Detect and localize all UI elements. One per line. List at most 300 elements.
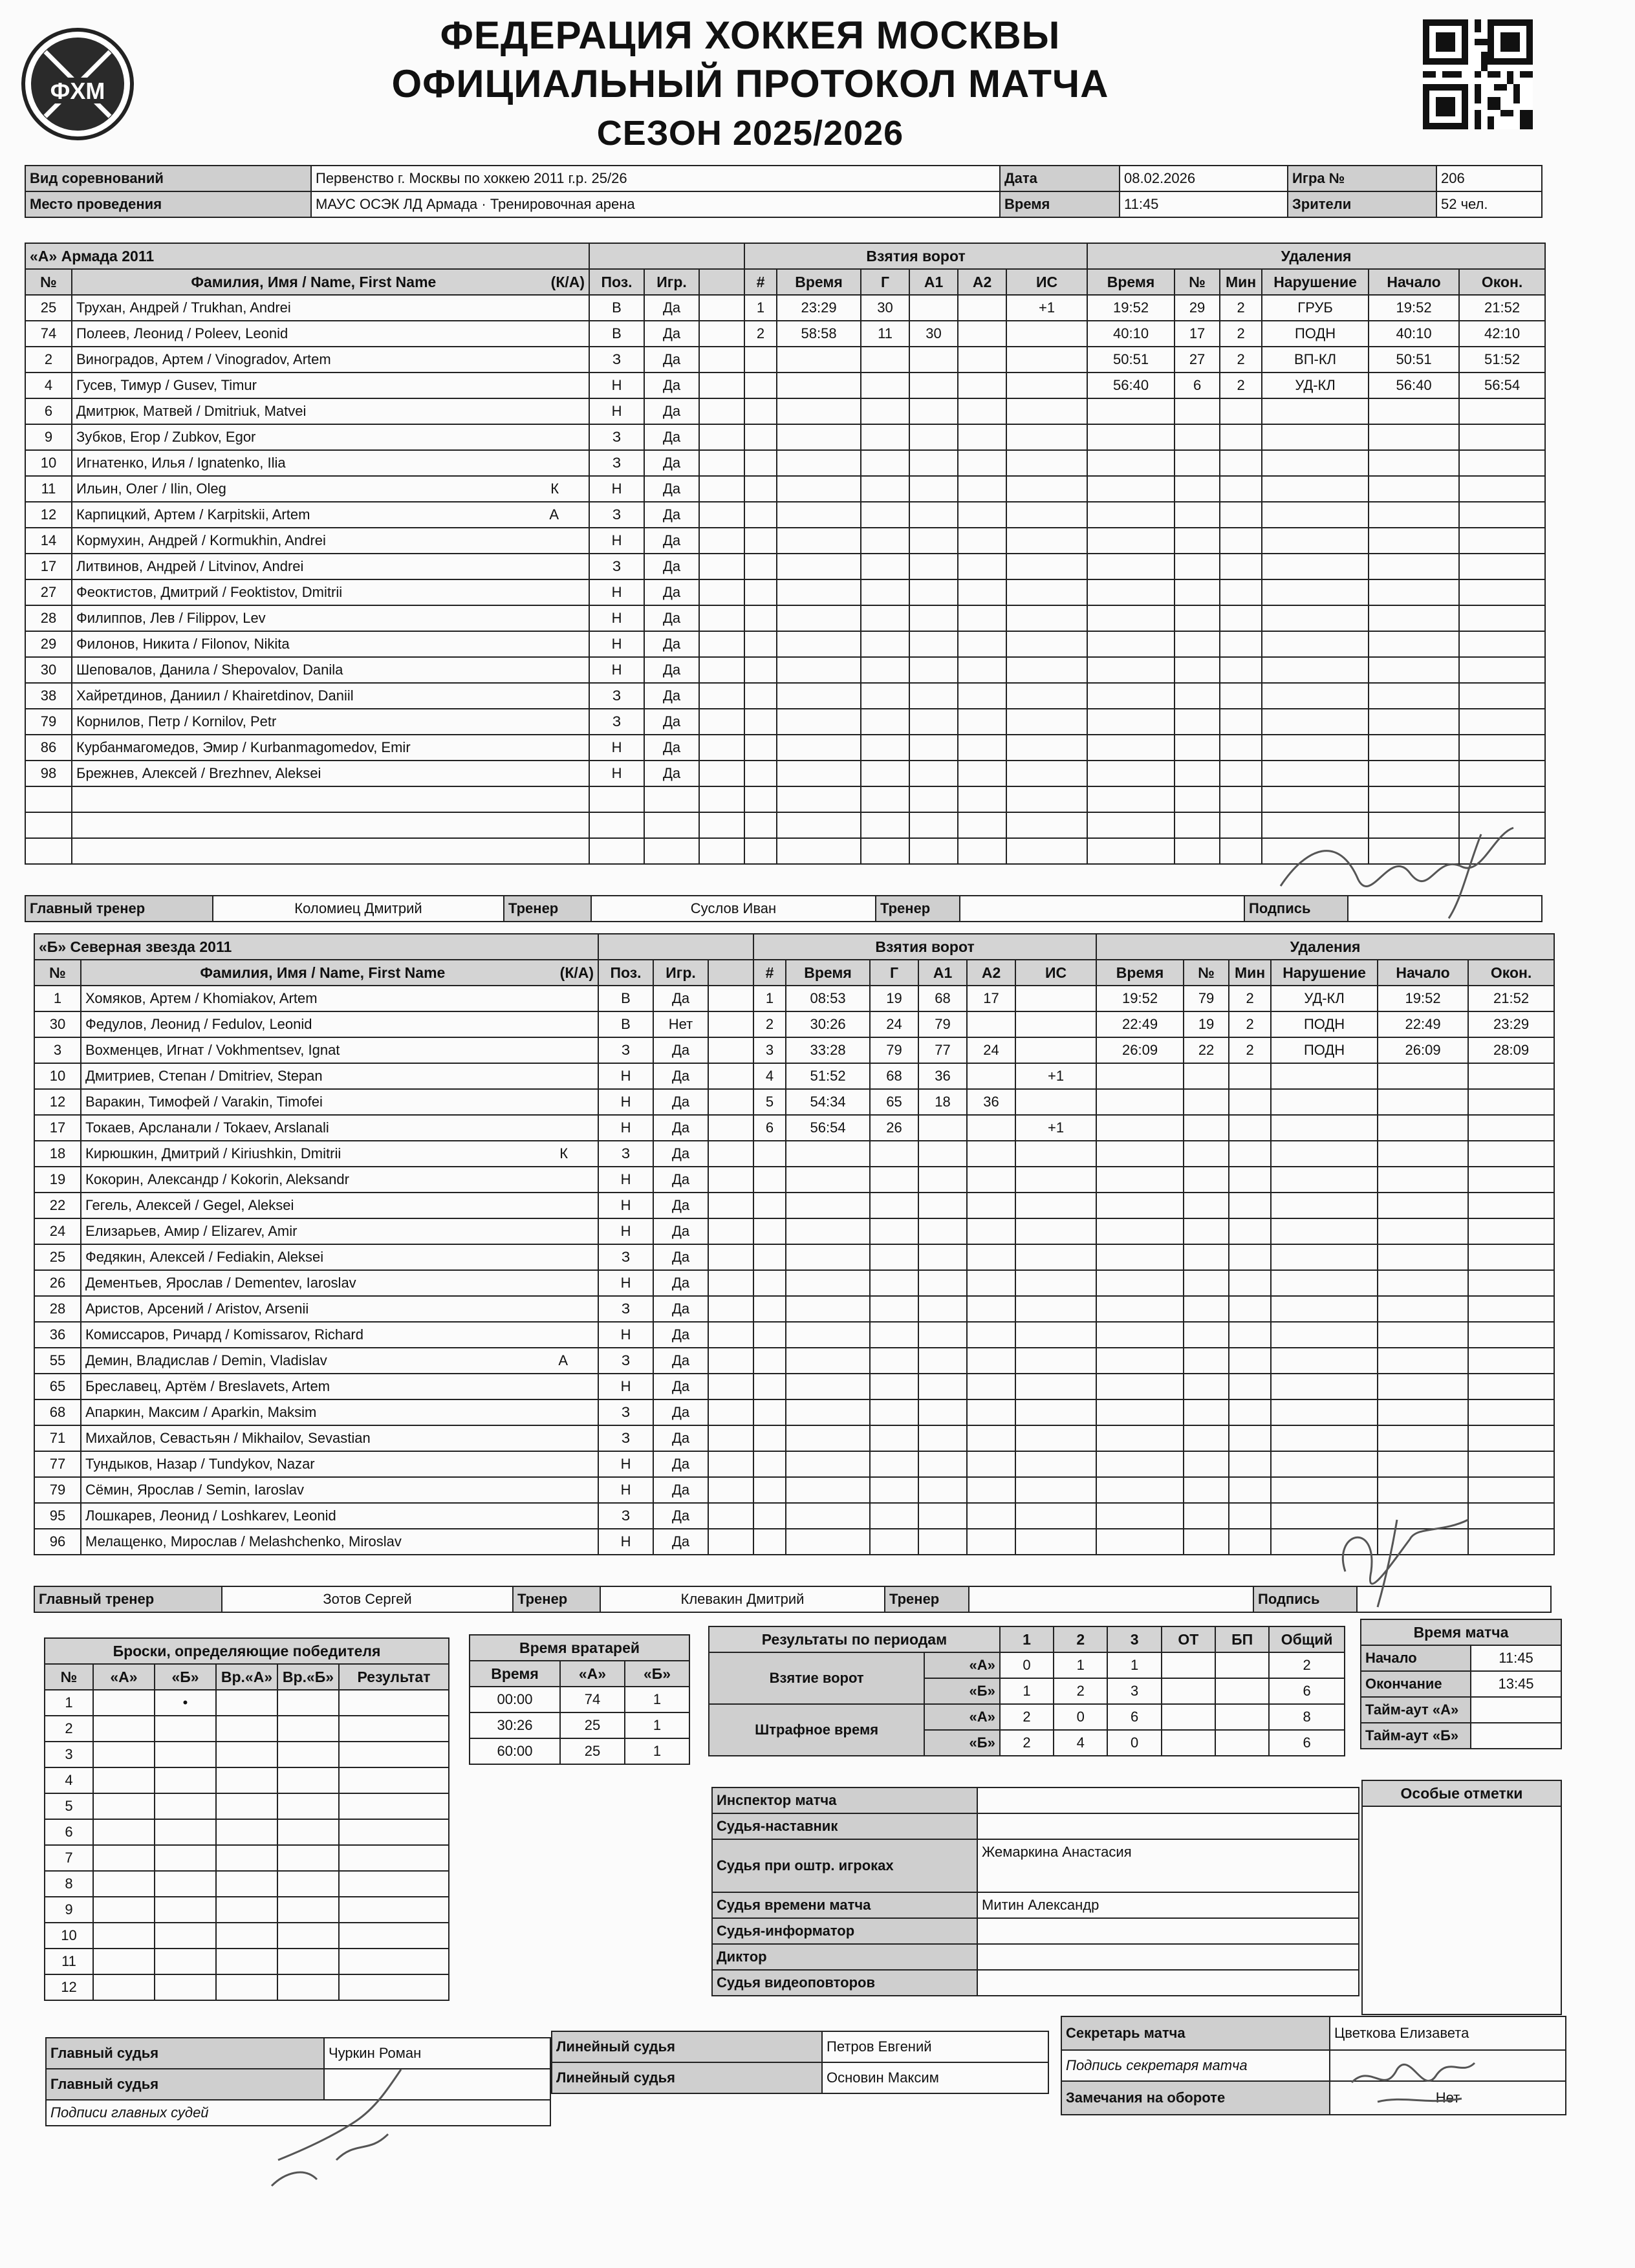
player-name <box>81 1270 598 1296</box>
goal-a1 <box>918 1141 967 1167</box>
player-name-text: Шеповалов, Данила / Shepovalov, Danila <box>76 662 343 678</box>
shootout-cell <box>339 1716 449 1742</box>
penalty-num <box>1175 476 1220 502</box>
player-captain-mark: К <box>559 1145 568 1161</box>
player-number: 2 <box>25 347 72 373</box>
goal-no <box>744 579 777 605</box>
b-player-row <box>34 1348 1554 1374</box>
penalty-min <box>1229 1322 1271 1348</box>
col-pos: Поз. <box>598 960 653 986</box>
venue-value: МАУС ОСЭК ЛД Армада · Тренировочная арена <box>311 191 1000 217</box>
player-position: Н <box>598 1374 653 1399</box>
player-name <box>72 528 589 554</box>
penalty-inf: УД-КЛ <box>1262 373 1369 398</box>
linesman1-label: Линейный судья <box>552 2031 822 2062</box>
player-number: 18 <box>34 1141 81 1167</box>
penalty-end <box>1468 1141 1554 1167</box>
penalty-num <box>1184 1425 1229 1451</box>
player-name <box>72 398 589 424</box>
player-name <box>81 1193 598 1218</box>
goal-a2 <box>958 735 1006 761</box>
penalty-num <box>1184 1115 1229 1141</box>
shootout-row <box>45 1923 449 1949</box>
penalty-num <box>1175 424 1220 450</box>
penalty-end <box>1468 1399 1554 1425</box>
penalty-start: 40:10 <box>1369 321 1459 347</box>
shootout-cell <box>277 1974 339 2000</box>
penalty-start <box>1378 1244 1468 1270</box>
player-played: Да <box>644 657 699 683</box>
penalty-num <box>1184 1503 1229 1529</box>
player-position: З <box>589 683 644 709</box>
goal-no <box>753 1529 786 1555</box>
penalty-start: 26:09 <box>1378 1037 1468 1063</box>
shootout-cell <box>155 1897 216 1923</box>
remarks: Нет <box>1330 2081 1566 2115</box>
player-name <box>72 631 589 657</box>
penalty-num <box>1175 786 1220 812</box>
penalty-start: 56:40 <box>1369 373 1459 398</box>
goal-g <box>870 1451 918 1477</box>
spacer <box>708 1296 753 1322</box>
goal-is <box>1006 683 1087 709</box>
player-played: Да <box>653 986 708 1011</box>
goal-a2 <box>967 1141 1015 1167</box>
col-a1: А1 <box>909 269 958 295</box>
penalty-num: 19 <box>1184 1011 1229 1037</box>
player-played: Да <box>644 424 699 450</box>
goal-time <box>777 502 861 528</box>
goals-b-p2: 2 <box>1054 1678 1107 1704</box>
penalty-num <box>1175 502 1220 528</box>
goal-a1: 18 <box>918 1089 967 1115</box>
player-number: 11 <box>25 476 72 502</box>
player-number: 86 <box>25 735 72 761</box>
player-name-text: Федулов, Леонид / Fedulov, Leonid <box>85 1016 312 1032</box>
goalie-row <box>470 1738 689 1764</box>
goal-no <box>744 683 777 709</box>
spacer <box>699 812 744 838</box>
player-number <box>25 812 72 838</box>
mentor <box>977 1813 1359 1839</box>
period-total-col: Общий <box>1269 1626 1345 1652</box>
goal-time <box>777 838 861 864</box>
player-played: Да <box>653 1037 708 1063</box>
b-player-row <box>34 1374 1554 1399</box>
player-name <box>81 1451 598 1477</box>
goals-a-p3: 1 <box>1107 1652 1161 1678</box>
shootout-cell <box>93 1690 155 1716</box>
player-number: 25 <box>34 1244 81 1270</box>
goal-a2 <box>958 605 1006 631</box>
shootout-row-number: 4 <box>45 1767 93 1793</box>
player-name-text: Виноградов, Артем / Vinogradov, Artem <box>76 351 331 367</box>
goal-time <box>786 1322 870 1348</box>
spacer <box>708 1063 753 1089</box>
spacer <box>708 1167 753 1193</box>
player-position: Н <box>598 1193 653 1218</box>
penalty-end <box>1459 709 1545 735</box>
goal-is <box>1006 631 1087 657</box>
player-number: 30 <box>25 657 72 683</box>
player-name <box>81 1089 598 1115</box>
b-player-row <box>34 1425 1554 1451</box>
officials-table <box>711 1787 1359 1996</box>
player-number: 71 <box>34 1425 81 1451</box>
goal-a2 <box>967 1348 1015 1374</box>
player-played: Да <box>644 450 699 476</box>
goal-a2 <box>958 812 1006 838</box>
penalty-min <box>1229 1270 1271 1296</box>
penalty-num <box>1184 1322 1229 1348</box>
goal-no <box>753 1399 786 1425</box>
goal-a1 <box>909 605 958 631</box>
penalty-min <box>1229 1503 1271 1529</box>
shootout-row <box>45 1871 449 1897</box>
player-name <box>72 683 589 709</box>
col-goal-scorer: Г <box>870 960 918 986</box>
spacer <box>699 786 744 812</box>
player-played: Да <box>644 605 699 631</box>
player-name <box>81 1425 598 1451</box>
a-player-row <box>25 347 1545 373</box>
head-coach-label: Главный тренер <box>34 1586 222 1612</box>
shootout-mark: • <box>155 1690 216 1716</box>
player-played: Да <box>644 373 699 398</box>
chief2-label: Главный судья <box>46 2069 324 2100</box>
goal-is <box>1006 579 1087 605</box>
announcer <box>977 1944 1359 1970</box>
player-name-text: Демин, Владислав / Demin, Vladislav <box>85 1352 327 1368</box>
penalty-end: 42:10 <box>1459 321 1545 347</box>
shootout-cell <box>216 1767 277 1793</box>
spacer <box>708 1193 753 1218</box>
penalty-start <box>1378 1296 1468 1322</box>
shootout-row-number: 8 <box>45 1871 93 1897</box>
player-number: 28 <box>34 1296 81 1322</box>
goal-g <box>870 1167 918 1193</box>
a-player-row <box>25 735 1545 761</box>
goal-no <box>744 528 777 554</box>
goal-is: +1 <box>1006 295 1087 321</box>
goal-a2 <box>967 1322 1015 1348</box>
player-name <box>72 812 589 838</box>
player-played: Да <box>653 1399 708 1425</box>
player-name <box>81 1218 598 1244</box>
player-played: Да <box>653 1270 708 1296</box>
penalty-min: 2 <box>1229 986 1271 1011</box>
shootout-cell <box>216 1897 277 1923</box>
player-name <box>72 424 589 450</box>
player-name-text: Зубков, Егор / Zubkov, Egor <box>76 429 256 445</box>
pim-b-p1: 2 <box>1000 1730 1054 1756</box>
shootout-table <box>44 1637 449 2001</box>
goal-is <box>1006 838 1087 864</box>
penalty-num <box>1184 1193 1229 1218</box>
player-played: Да <box>653 1322 708 1348</box>
player-name <box>72 657 589 683</box>
penalty-end <box>1468 1374 1554 1399</box>
shootout-cell <box>155 1742 216 1767</box>
goal-a1 <box>918 1218 967 1244</box>
penalty-end <box>1468 1063 1554 1089</box>
spectators-value: 52 чел. <box>1436 191 1542 217</box>
goal-a2 <box>958 631 1006 657</box>
penalty-end <box>1459 631 1545 657</box>
penalty-end <box>1459 476 1545 502</box>
player-name <box>72 347 589 373</box>
b-player-row <box>34 1270 1554 1296</box>
player-name-text: Дмитриев, Степан / Dmitriev, Stepan <box>85 1068 323 1084</box>
col-goal-no: # <box>744 269 777 295</box>
shootout-col: «Б» <box>155 1664 216 1690</box>
b-player-row <box>34 986 1554 1011</box>
player-name <box>72 502 589 528</box>
goal-a2 <box>967 1374 1015 1399</box>
goal-time <box>786 1451 870 1477</box>
shootout-row <box>45 1819 449 1845</box>
shootout-row-number: 6 <box>45 1819 93 1845</box>
shootout-cell <box>277 1819 339 1845</box>
goal-a1 <box>909 579 958 605</box>
shootout-cell <box>93 1742 155 1767</box>
pim-a-p3: 6 <box>1107 1704 1161 1730</box>
penalty-start: 22:49 <box>1378 1011 1468 1037</box>
player-name <box>81 1477 598 1503</box>
penalty-min <box>1229 1296 1271 1322</box>
goal-g <box>861 735 909 761</box>
goal-time: 51:52 <box>786 1063 870 1089</box>
player-number: 77 <box>34 1451 81 1477</box>
penalty-end: 21:52 <box>1468 986 1554 1011</box>
player-name-text: Карпицкий, Артем / Karpitskii, Artem <box>76 506 310 523</box>
penalty-end <box>1459 398 1545 424</box>
penalty-time <box>1087 398 1175 424</box>
player-number: 65 <box>34 1374 81 1399</box>
player-number: 6 <box>25 398 72 424</box>
chief-signatures-label: Подписи главных судей <box>46 2100 550 2126</box>
goal-a1 <box>918 1451 967 1477</box>
team-a-penalties-header: Удаления <box>1087 243 1545 269</box>
col-goal-time: Время <box>777 269 861 295</box>
date-label: Дата <box>1000 166 1120 191</box>
spacer <box>708 1218 753 1244</box>
coach-label: Тренер <box>513 1586 600 1612</box>
penalty-end <box>1468 1348 1554 1374</box>
player-name <box>72 605 589 631</box>
penalty-num: 79 <box>1184 986 1229 1011</box>
penalty-start <box>1378 1374 1468 1399</box>
penalty-num <box>1184 1451 1229 1477</box>
penalty-min <box>1220 838 1262 864</box>
player-number: 36 <box>34 1322 81 1348</box>
period-ot-col: ОТ <box>1162 1626 1215 1652</box>
spacer <box>708 1529 753 1555</box>
goal-time: 33:28 <box>786 1037 870 1063</box>
team-a-head-coach: Коломиец Дмитрий <box>213 896 504 922</box>
penalty-inf <box>1262 761 1369 786</box>
goal-g <box>861 347 909 373</box>
player-name-text: Кокорин, Александр / Kokorin, Aleksandr <box>85 1171 349 1187</box>
penalty-min <box>1220 761 1262 786</box>
penalty-num <box>1175 450 1220 476</box>
secretary-signature-label: Подпись секретаря матча <box>1061 2050 1330 2081</box>
a-player-row <box>25 683 1545 709</box>
col-pen-min: Мин <box>1220 269 1262 295</box>
goal-no <box>744 709 777 735</box>
shootout-cell <box>339 1793 449 1819</box>
shootout-cell <box>216 1742 277 1767</box>
goal-a1 <box>918 1503 967 1529</box>
penalty-min <box>1229 1425 1271 1451</box>
penalty-start <box>1369 476 1459 502</box>
goals-a-ot <box>1162 1652 1215 1678</box>
logo-text: ФХМ <box>50 78 105 104</box>
shootout-cell <box>155 1716 216 1742</box>
a-player-row <box>25 605 1545 631</box>
goal-no <box>753 1322 786 1348</box>
player-position: З <box>589 424 644 450</box>
col-name: Фамилия, Имя / Name, First Name <box>191 274 437 290</box>
goal-is <box>1006 476 1087 502</box>
goal-no: 2 <box>744 321 777 347</box>
spacer <box>708 986 753 1011</box>
goal-g <box>870 1529 918 1555</box>
player-number: 24 <box>34 1218 81 1244</box>
shootout-row <box>45 1793 449 1819</box>
penalty-inf <box>1271 1141 1378 1167</box>
penalty-inf: УД-КЛ <box>1271 986 1378 1011</box>
goal-time <box>786 1141 870 1167</box>
goal-time <box>777 373 861 398</box>
penalty-start <box>1378 1063 1468 1089</box>
goal-no <box>753 1425 786 1451</box>
goals-b-p3: 3 <box>1107 1678 1161 1704</box>
shootout-cell <box>216 1716 277 1742</box>
pim-b-total: 6 <box>1269 1730 1345 1756</box>
penalty-num <box>1175 554 1220 579</box>
col-played: Игр. <box>653 960 708 986</box>
penalty-time <box>1087 424 1175 450</box>
goal-g: 24 <box>870 1011 918 1037</box>
penalty-inf <box>1271 1322 1378 1348</box>
goal-no <box>744 657 777 683</box>
shootout-row-number: 12 <box>45 1974 93 2000</box>
penalty-judge-label: Судья при оштр. игроках <box>712 1839 977 1892</box>
goal-no <box>744 373 777 398</box>
goal-time <box>777 476 861 502</box>
penalty-start <box>1369 761 1459 786</box>
a-player-row <box>25 657 1545 683</box>
penalty-num <box>1184 1270 1229 1296</box>
shootout-cell <box>216 1793 277 1819</box>
penalty-min <box>1220 683 1262 709</box>
penalty-time: 50:51 <box>1087 347 1175 373</box>
goal-is <box>1006 373 1087 398</box>
penalty-min <box>1229 1193 1271 1218</box>
player-played: Да <box>653 1115 708 1141</box>
shootout-row-number: 7 <box>45 1845 93 1871</box>
col-played: Игр. <box>644 269 699 295</box>
col-pen-start: Начало <box>1378 960 1468 986</box>
player-number: 10 <box>25 450 72 476</box>
penalty-time <box>1096 1296 1184 1322</box>
shootout-cell <box>277 1845 339 1871</box>
spacer <box>699 554 744 579</box>
goal-a2 <box>958 528 1006 554</box>
shootout-cell <box>277 1767 339 1793</box>
team-a-coach: Суслов Иван <box>591 896 876 922</box>
player-number: 25 <box>25 295 72 321</box>
goal-a1 <box>918 1193 967 1218</box>
goal-a1 <box>909 373 958 398</box>
penalty-inf <box>1262 683 1369 709</box>
team-a-tag: «А» <box>30 248 58 265</box>
shootout-row-number: 11 <box>45 1949 93 1974</box>
penalty-inf <box>1271 1451 1378 1477</box>
player-name <box>72 554 589 579</box>
penalty-inf <box>1262 424 1369 450</box>
col-goal-scorer: Г <box>861 269 909 295</box>
video-judge <box>977 1970 1359 1996</box>
player-name <box>72 735 589 761</box>
spacer <box>699 295 744 321</box>
secretary-signature-mark <box>1339 2037 1481 2115</box>
penalty-time <box>1087 838 1175 864</box>
penalty-time <box>1087 657 1175 683</box>
goal-time <box>777 761 861 786</box>
goal-no <box>753 1244 786 1270</box>
team-a-coach2 <box>960 896 1244 922</box>
pim-team-b: «Б» <box>924 1730 1000 1756</box>
goal-a2 <box>958 398 1006 424</box>
shootout-row <box>45 1949 449 1974</box>
goal-a1: 68 <box>918 986 967 1011</box>
goal-time <box>786 1425 870 1451</box>
penalty-inf: ПОДН <box>1262 321 1369 347</box>
player-number <box>25 838 72 864</box>
penalty-num <box>1184 1477 1229 1503</box>
shootout-cell <box>339 1767 449 1793</box>
player-name <box>72 476 589 502</box>
penalty-time: 19:52 <box>1096 986 1184 1011</box>
penalty-num: 27 <box>1175 347 1220 373</box>
col-num: № <box>25 269 72 295</box>
penalty-min <box>1220 398 1262 424</box>
team-a-signature-mark <box>1268 808 1539 925</box>
shootout-cell <box>216 1845 277 1871</box>
penalty-min <box>1229 1399 1271 1425</box>
goal-time <box>777 579 861 605</box>
goal-a2 <box>958 321 1006 347</box>
player-position: Н <box>589 605 644 631</box>
periods-title: Результаты по периодам <box>709 1626 1000 1652</box>
goal-a2 <box>967 1218 1015 1244</box>
penalty-num: 29 <box>1175 295 1220 321</box>
a-player-row <box>25 398 1545 424</box>
spacer <box>699 450 744 476</box>
player-name <box>72 761 589 786</box>
penalty-min: 2 <box>1220 373 1262 398</box>
penalty-start <box>1369 683 1459 709</box>
goal-is <box>1015 1296 1096 1322</box>
goal-a2 <box>958 709 1006 735</box>
player-name <box>81 1167 598 1193</box>
penalty-num <box>1184 1089 1229 1115</box>
player-played: Да <box>644 295 699 321</box>
goal-g <box>870 1193 918 1218</box>
goal-no <box>744 786 777 812</box>
